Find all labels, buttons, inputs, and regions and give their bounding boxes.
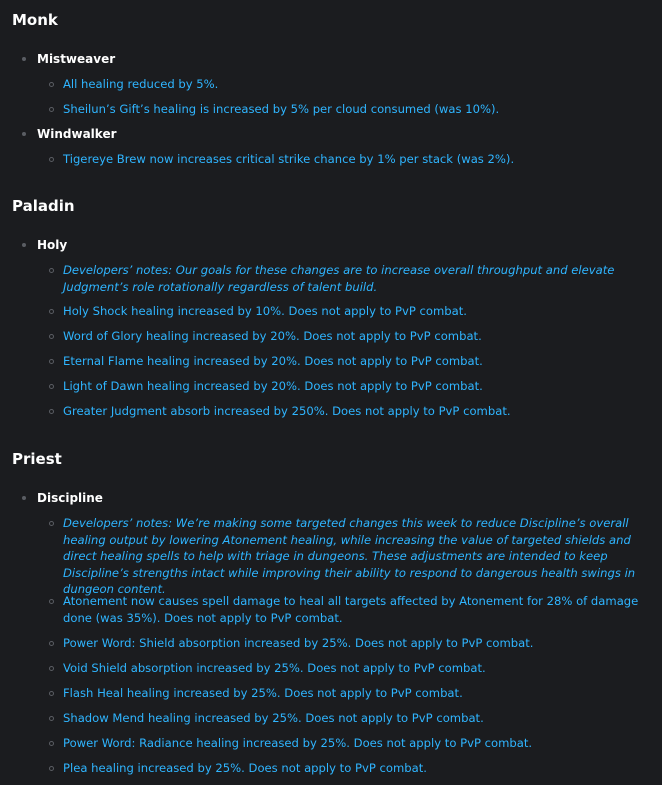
class-heading-priest: Priest — [12, 450, 62, 468]
spec-label: Mistweaver — [37, 52, 116, 66]
bullet-icon — [22, 243, 26, 247]
class-heading-paladin: Paladin — [12, 197, 75, 215]
item-text: Eternal Flame healing increased by 20%. Does not apply to PvP combat. — [63, 354, 483, 368]
spec-windwalker — [22, 126, 117, 142]
circle-bullet-icon — [49, 309, 54, 314]
circle-bullet-icon — [49, 691, 54, 696]
item-text: Developers’ notes: We’re making some targeted changes this week to reduce Discipline’s overall healing output by lowering Atonement healing, while increasing the value of targeted shields and direct healing spells to help with triage in dungeons. These adjustments are intended to keep Discipline’s strengths intact while improving their ability to respond to dangerous health swings in dungeon content. — [63, 516, 636, 596]
list-item — [49, 593, 647, 626]
item-text: Developers’ notes: Our goals for these changes are to increase overall throughput and elevate Judgment’s role rotationally regardless of talent build. — [63, 263, 615, 294]
item-text: Sheilun’s Gift’s healing is increased by 5% per cloud consumed (was 10%). — [63, 102, 500, 116]
circle-bullet-icon — [49, 409, 54, 414]
circle-bullet-icon — [49, 268, 54, 273]
class-heading-monk: Monk — [12, 11, 58, 29]
item-text: Void Shield absorption increased by 25%. Does not apply to PvP combat. — [63, 661, 486, 675]
developers-note — [49, 515, 647, 598]
item-text: Word of Glory healing increased by 20%. Does not apply to PvP combat. — [63, 329, 482, 343]
bullet-icon — [22, 57, 26, 61]
spec-mistweaver — [22, 51, 115, 67]
item-text: Plea healing increased by 25%. Does not apply to PvP combat. — [63, 761, 427, 775]
circle-bullet-icon — [49, 384, 54, 389]
spec-holy — [22, 237, 67, 253]
bullet-icon — [22, 132, 26, 136]
spec-label: Holy — [37, 238, 68, 252]
circle-bullet-icon — [49, 641, 54, 646]
circle-bullet-icon — [49, 359, 54, 364]
circle-bullet-icon — [49, 107, 54, 112]
list-item — [49, 635, 647, 652]
item-text: Power Word: Shield absorption increased by 25%. Does not apply to PvP combat. — [63, 636, 534, 650]
circle-bullet-icon — [49, 741, 54, 746]
item-text: Flash Heal healing increased by 25%. Does not apply to PvP combat. — [63, 686, 463, 700]
circle-bullet-icon — [49, 766, 54, 771]
item-text: Holy Shock healing increased by 10%. Does not apply to PvP combat. — [63, 304, 467, 318]
list-item — [49, 685, 647, 702]
circle-bullet-icon — [49, 599, 54, 604]
item-text: Power Word: Radiance healing increased by 25%. Does not apply to PvP combat. — [63, 736, 533, 750]
list-item — [49, 735, 647, 752]
list-item — [49, 76, 647, 93]
item-text: Light of Dawn healing increased by 20%. Does not apply to PvP combat. — [63, 379, 483, 393]
bullet-icon — [22, 496, 26, 500]
list-item — [49, 101, 647, 118]
list-item — [49, 303, 647, 320]
circle-bullet-icon — [49, 157, 54, 162]
item-text: All healing reduced by 5%. — [63, 77, 219, 91]
circle-bullet-icon — [49, 716, 54, 721]
spec-label: Discipline — [37, 491, 103, 505]
spec-discipline — [22, 490, 103, 506]
circle-bullet-icon — [49, 82, 54, 87]
circle-bullet-icon — [49, 666, 54, 671]
item-text: Shadow Mend healing increased by 25%. Does not apply to PvP combat. — [63, 711, 484, 725]
circle-bullet-icon — [49, 521, 54, 526]
item-text: Tigereye Brew now increases critical strike chance by 1% per stack (was 2%). — [63, 152, 515, 166]
list-item — [49, 710, 647, 727]
circle-bullet-icon — [49, 334, 54, 339]
item-text: Atonement now causes spell damage to heal all targets affected by Atonement for 28% of damage done (was 35%). Does not apply to PvP combat. — [63, 594, 639, 625]
list-item — [49, 403, 647, 420]
item-text: Greater Judgment absorb increased by 250%. Does not apply to PvP combat. — [63, 404, 511, 418]
list-item — [49, 760, 647, 777]
list-item — [49, 151, 647, 168]
list-item — [49, 353, 647, 370]
list-item — [49, 378, 647, 395]
developers-note — [49, 262, 647, 295]
list-item — [49, 328, 647, 345]
list-item — [49, 660, 647, 677]
spec-label: Windwalker — [37, 127, 117, 141]
